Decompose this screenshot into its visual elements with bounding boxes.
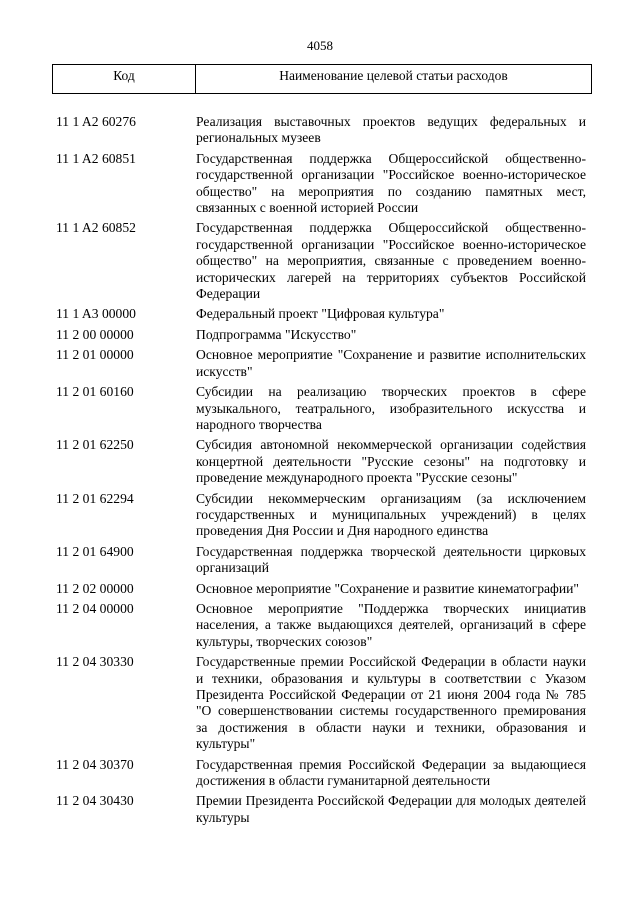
row-name: Государственные премии Российской Федерации в области науки и техники, образования и культуры в соответствии с Указом Президента Российской Федерации от 21 июня 2004 года № 785 "О совершенствовании системы государственного премирования за достижения в области науки и техники, образования и культуры" xyxy=(196,654,586,752)
row-name: Государственная поддержка Общероссийской общественно-государственной организации "Российское военно-историческое общество" на мероприятия по созданию памятных мест, связанных с военной историей России xyxy=(196,150,586,216)
row-name: Субсидия автономной некоммерческой организации содействия концертной деятельности "Русские сезоны" на подготовку и проведение международного проекта "Русские сезоны" xyxy=(196,437,586,486)
row-code: 11 1 A2 60276 xyxy=(56,114,136,129)
row-name: Государственная премия Российской Федерации за выдающиеся достижения в области гуманитарной деятельности xyxy=(196,756,586,789)
table-row xyxy=(56,151,588,217)
table-row xyxy=(56,306,588,322)
row-code: 11 2 01 62250 xyxy=(56,437,134,453)
table-row xyxy=(56,327,588,343)
row-code: 11 1 A2 60852 xyxy=(56,220,136,236)
table-row xyxy=(56,757,588,790)
row-name: Субсидии некоммерческим организациям (за исключением государственных и муниципальных учреждений) в целях проведения Дня России и Дня народного единства xyxy=(196,490,586,539)
table-row xyxy=(56,114,588,147)
row-name: Государственная поддержка творческой деятельности цирковых организаций xyxy=(196,543,586,576)
row-name: Подпрограмма "Искусство" xyxy=(196,326,357,342)
row-code: 11 2 01 00000 xyxy=(56,347,134,363)
table-row xyxy=(56,793,588,826)
row-code: 11 1 A3 00000 xyxy=(56,306,136,322)
page-number: 4058 xyxy=(307,38,333,53)
header-code: Код xyxy=(53,65,196,93)
table-row xyxy=(56,220,588,302)
row-code: 11 2 02 00000 xyxy=(56,580,134,596)
row-name: Субсидии на реализацию творческих проектов в сфере музыкального, театрального, изобразительного искусства и народного творчества xyxy=(196,384,586,432)
row-code: 11 2 04 30430 xyxy=(56,793,134,809)
table-row xyxy=(56,654,588,752)
row-code: 11 2 01 64900 xyxy=(56,543,134,559)
table-row xyxy=(56,601,588,650)
row-code: 11 1 A2 60851 xyxy=(56,150,136,166)
table-row xyxy=(56,544,588,577)
row-code: 11 2 04 00000 xyxy=(56,600,134,616)
row-name: Федеральный проект "Цифровая культура" xyxy=(196,306,445,322)
table-header xyxy=(52,64,592,94)
row-code: 11 2 01 62294 xyxy=(56,490,134,506)
row-name: Государственная поддержка Общероссийской общественно-государственной организации "Российское военно-историческое общество" на мероприятия, связанные с проведением военно-исторических лагерей на территориях субъектов Российской Федерации xyxy=(196,220,586,302)
table-row xyxy=(56,347,588,380)
row-name: Премии Президента Российской Федерации для молодых деятелей культуры xyxy=(196,793,586,825)
table-row xyxy=(56,491,588,540)
row-name: Основное мероприятие "Поддержка творческих инициатив населения, а также выдающихся деятелей, организаций в сфере культуры, творческих союзов" xyxy=(196,600,586,649)
table-body xyxy=(56,114,588,830)
row-code: 11 2 04 30370 xyxy=(56,756,134,772)
table-row xyxy=(56,384,588,433)
header-name: Наименование целевой статьи расходов xyxy=(279,67,508,83)
table-row xyxy=(56,437,588,486)
table-row xyxy=(56,581,588,597)
row-name: Реализация выставочных проектов ведущих федеральных и региональных музеев xyxy=(196,114,586,146)
row-code: 11 2 04 30330 xyxy=(56,654,134,670)
row-name: Основное мероприятие "Сохранение и развитие кинематографии" xyxy=(196,580,579,596)
row-code: 11 2 00 00000 xyxy=(56,326,134,342)
row-name: Основное мероприятие "Сохранение и развитие исполнительских искусств" xyxy=(196,347,586,379)
row-code: 11 2 01 60160 xyxy=(56,384,134,400)
